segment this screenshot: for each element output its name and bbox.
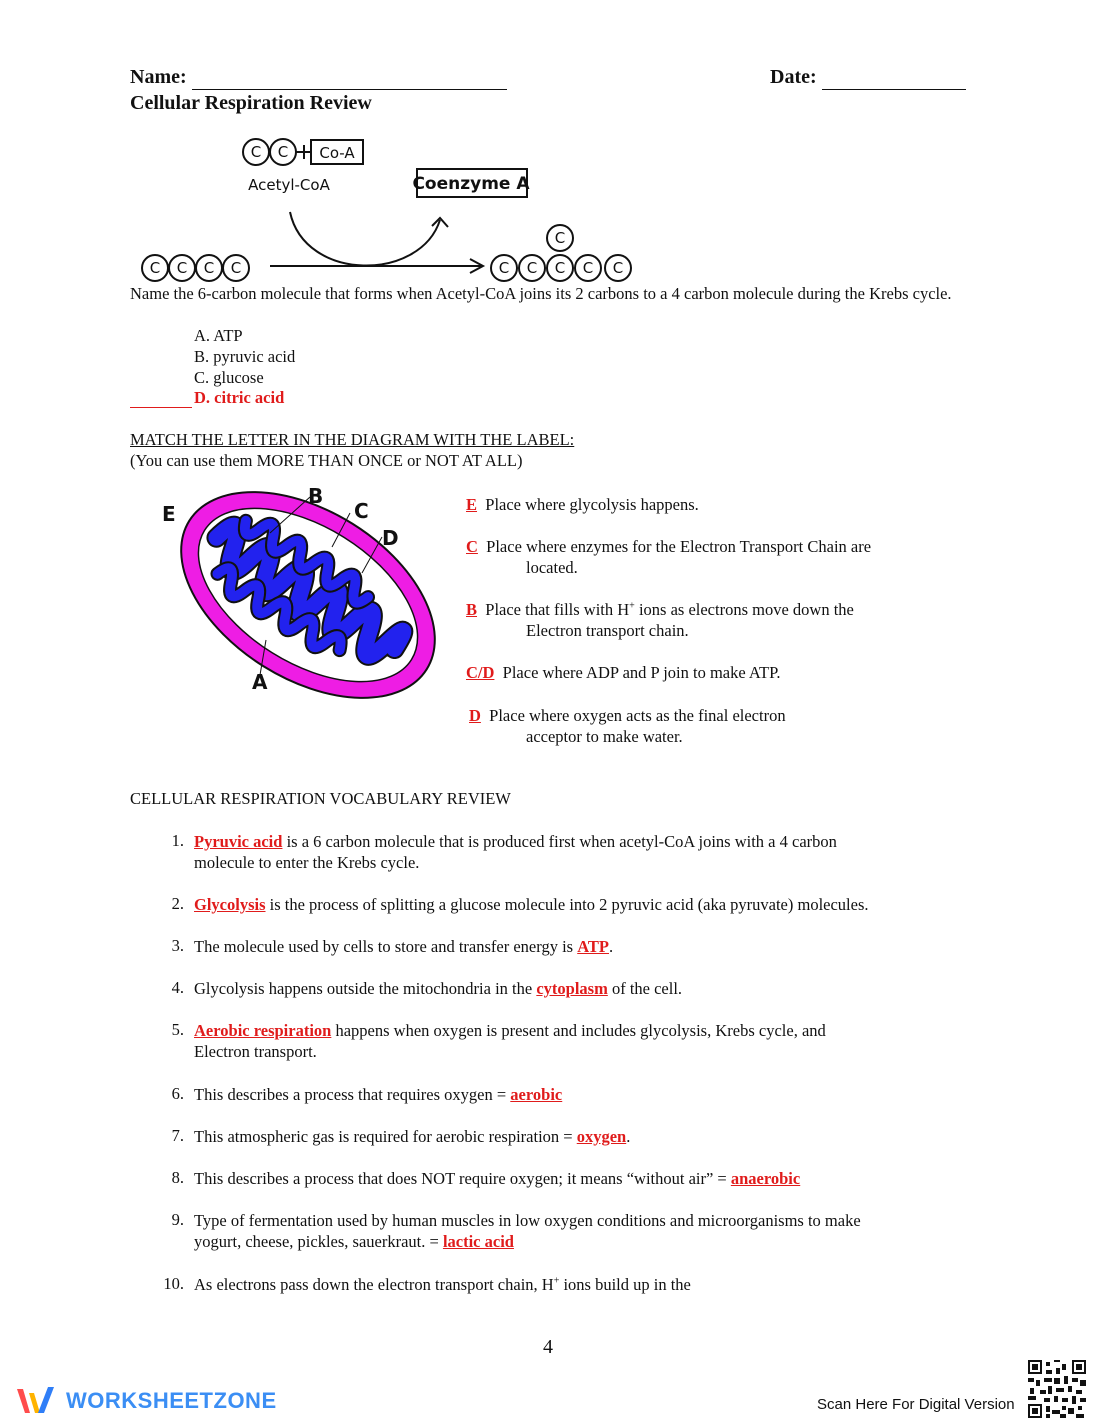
match-text-cont: acceptor to make water. [526, 727, 683, 746]
worksheetzone-logo-icon [14, 1383, 62, 1419]
match-item [466, 536, 871, 578]
vocab-text: This atmospheric gas is required for aerobic respiration = [194, 1127, 577, 1146]
brand-logo [14, 1383, 277, 1419]
question-1-text: Name the 6-carbon molecule that forms when Acetyl-CoA joins its 2 carbons to a 4 carbon molecule during the Krebs cycle. [130, 284, 952, 303]
vocab-text: molecule to enter the Krebs cycle. [194, 853, 420, 872]
date-field [770, 66, 966, 90]
vocab-text: Electron transport. [194, 1042, 317, 1061]
item-number: 5. [171, 1020, 184, 1039]
vocab-text: . [626, 1127, 631, 1146]
scan-text: Scan Here For Digital Version [817, 1396, 1015, 1413]
brand-name: WORKSHEETZONE [66, 1388, 277, 1413]
match-text: ions as electrons move down the [634, 600, 854, 619]
vocab-text: This describes a process that requires oxygen = [194, 1085, 511, 1104]
mitochondrion-diagram [150, 485, 450, 715]
acetyl-coa-label: Acetyl-CoA [248, 176, 330, 194]
vocab-answer: lactic acid [442, 1232, 514, 1251]
carbon-label: C [277, 143, 289, 161]
label-e: E [162, 502, 176, 526]
question-1-options [194, 325, 295, 388]
coenzyme-a-label: Coenzyme A [412, 174, 530, 194]
carbon-label: C [203, 259, 215, 277]
vocab-text: . [608, 937, 614, 956]
page-number: 4 [543, 1336, 553, 1358]
match-text: Place where oxygen acts as the final electron [489, 706, 786, 725]
vocab-answer: cytoplasm [536, 979, 608, 998]
vocab-text: Glycolysis happens outside the mitochondria in the [194, 979, 537, 998]
carbon-label: C [149, 259, 161, 277]
vocab-answer: Pyruvic acid [194, 832, 283, 851]
vocab-text: Type of fermentation used by human muscles in low oxygen conditions and microorganisms to make [194, 1211, 861, 1230]
match-subheading: (You can use them MORE THAN ONCE or NOT AT ALL) [130, 451, 523, 470]
vocab-answer: Glycolysis [194, 895, 266, 914]
carbon-label: C [612, 259, 624, 277]
date-blank [822, 66, 966, 90]
coa-label: Co-A [319, 144, 355, 162]
vocab-text: This describes a process that does NOT require oxygen; it means “without air” = [194, 1169, 731, 1188]
carbon-label: C [554, 229, 566, 247]
answer-underline [130, 407, 192, 408]
match-text-cont: located. [526, 558, 578, 577]
vocab-answer: oxygen [576, 1127, 627, 1146]
match-text-cont: Electron transport chain. [526, 621, 689, 640]
match-item [469, 705, 786, 747]
label-a: A [252, 670, 268, 694]
match-answer: B [466, 600, 478, 619]
vocab-answer: anaerobic [730, 1169, 801, 1188]
item-number: 9. [171, 1210, 184, 1229]
vocab-answer: aerobic [510, 1085, 563, 1104]
carbon-label: C [230, 259, 242, 277]
carbon-label: C [554, 259, 566, 277]
match-item [466, 599, 854, 641]
superscript: + [629, 600, 635, 612]
vocab-text: of the cell. [607, 979, 683, 998]
match-item [466, 662, 781, 683]
carbon-label: C [498, 259, 510, 277]
carbon-label: C [250, 143, 262, 161]
vocab-answer: ATP [577, 937, 609, 956]
qr-code-icon[interactable] [1028, 1360, 1086, 1418]
date-label: Date: [770, 66, 817, 88]
label-b: B [308, 485, 324, 508]
option-d-answer: D. citric acid [194, 388, 285, 407]
vocab-text: is the process of splitting a glucose molecule into 2 pyruvic acid (aka pyruvate) molecules. [265, 895, 869, 914]
option-b: B. pyruvic acid [194, 347, 296, 366]
match-text: Place that fills with H [485, 600, 630, 619]
item-number: 7. [171, 1126, 184, 1145]
option-c: C. glucose [194, 368, 264, 387]
item-number: 3. [171, 936, 184, 955]
match-text: Place where enzymes for the Electron Transport Chain are [486, 537, 872, 556]
item-number: 4. [171, 978, 184, 997]
superscript: + [553, 1275, 560, 1287]
vocab-text: The molecule used by cells to store and transfer energy is [194, 937, 578, 956]
match-answer: C [466, 537, 478, 556]
name-field [130, 66, 507, 90]
carbon-label: C [582, 259, 594, 277]
vocab-heading: CELLULAR RESPIRATION VOCABULARY REVIEW [130, 789, 511, 808]
label-d: D [382, 526, 399, 550]
vocab-text: yogurt, cheese, pickles, sauerkraut. = [194, 1232, 443, 1251]
match-answer: C/D [466, 663, 495, 682]
item-number: 8. [171, 1168, 184, 1187]
item-number: 2. [171, 894, 184, 913]
page-title: Cellular Respiration Review [130, 92, 372, 114]
match-item [466, 494, 699, 515]
match-text: Place where ADP and P join to make ATP. [502, 663, 781, 682]
name-label: Name: [130, 66, 187, 88]
vocab-text: ions build up in the [559, 1275, 691, 1294]
vocab-answer: Aerobic respiration [194, 1021, 332, 1040]
item-number: 6. [171, 1084, 184, 1103]
label-c: C [354, 499, 369, 523]
match-answer: E [466, 495, 478, 514]
vocab-text: As electrons pass down the electron transport chain, H [194, 1275, 554, 1294]
carbon-label: C [526, 259, 538, 277]
item-number: 1. [171, 831, 184, 850]
option-a: A. ATP [194, 326, 243, 345]
match-text: Place where glycolysis happens. [485, 495, 699, 514]
match-heading: MATCH THE LETTER IN THE DIAGRAM WITH THE LABEL: [130, 430, 575, 449]
vocab-text: happens when oxygen is present and includes glycolysis, Krebs cycle, and [331, 1021, 826, 1040]
item-number: 10. [163, 1274, 184, 1293]
name-blank [192, 66, 507, 90]
vocab-text: is a 6 carbon molecule that is produced first when acetyl-CoA joins with a 4 carbon [282, 832, 837, 851]
carbon-label: C [176, 259, 188, 277]
krebs-diagram [130, 132, 650, 284]
match-answer: D [469, 706, 481, 725]
